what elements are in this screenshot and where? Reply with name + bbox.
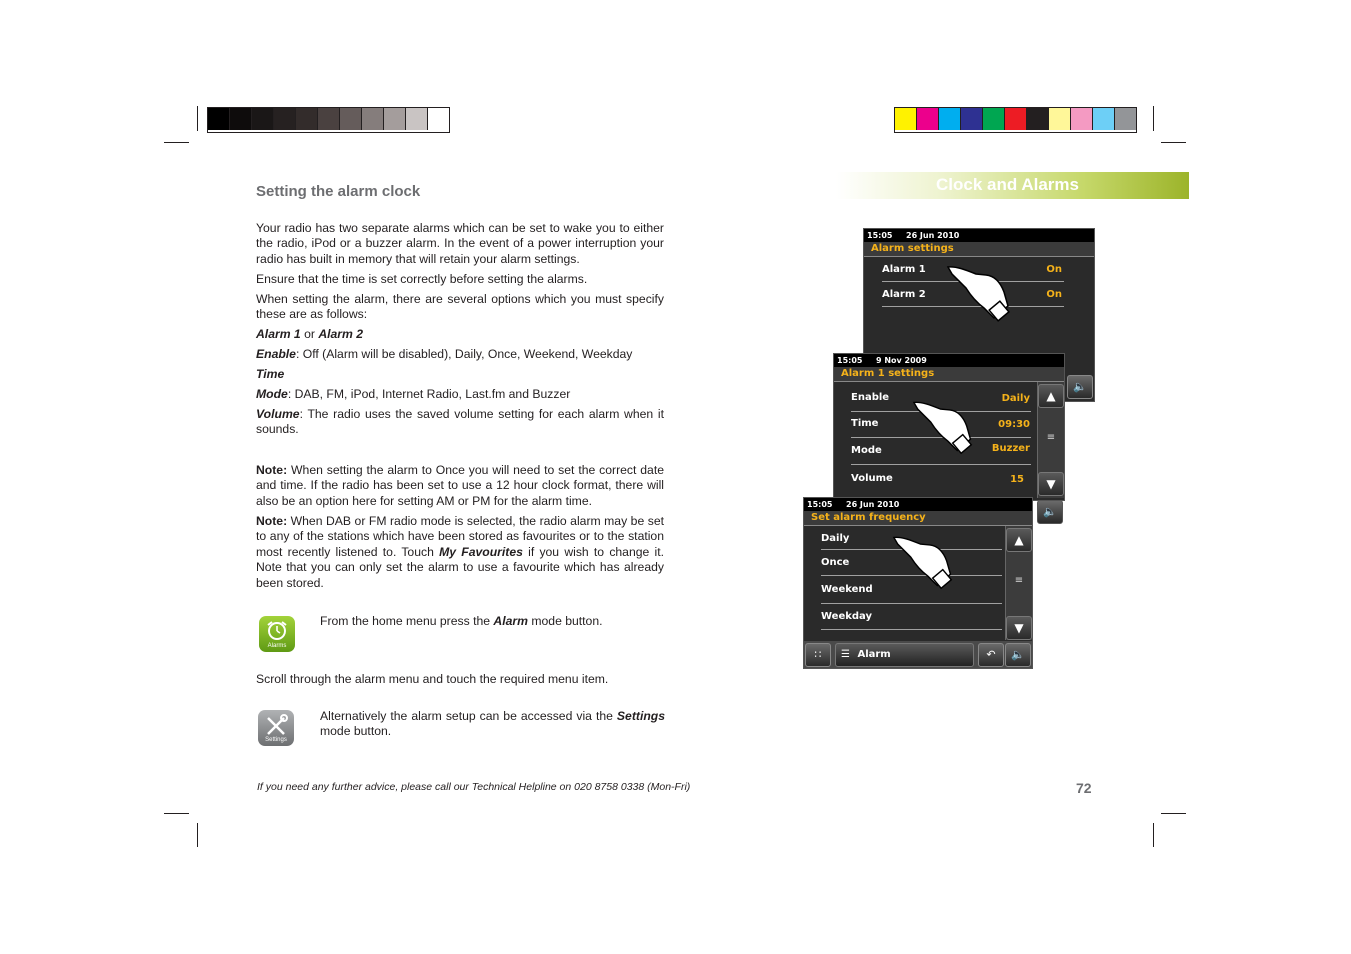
scroll-grip-icon[interactable]: ≡	[1046, 432, 1056, 443]
color-swatch	[961, 108, 983, 130]
pointing-hand-icon	[912, 397, 978, 455]
enable-label: Enable	[256, 347, 296, 361]
alarms-mode-button[interactable]	[259, 616, 295, 652]
option-alarm	[256, 327, 664, 342]
menu-item-mode[interactable]: Mode	[851, 445, 882, 456]
status-bar	[834, 354, 1064, 367]
clock-date: 9 Nov 2009	[876, 356, 927, 365]
scroll-down-button[interactable]	[1038, 472, 1064, 496]
color-swatch	[1049, 108, 1071, 130]
enable-value: Daily	[1001, 393, 1030, 404]
status-bar	[864, 229, 1094, 242]
volume-label: Volume	[256, 407, 300, 421]
color-swatch	[917, 108, 939, 130]
color-swatch	[1093, 108, 1115, 130]
option-once[interactable]: Once	[821, 557, 850, 568]
down-arrow-icon: ▼	[1046, 477, 1056, 491]
crop-mark	[1153, 106, 1154, 131]
crop-mark	[164, 813, 189, 814]
paragraph: Ensure that the time is set correctly before setting the alarms.	[256, 272, 588, 286]
screen-set-alarm-frequency	[803, 497, 1033, 669]
option-weekend[interactable]: Weekend	[821, 584, 873, 595]
back-arrow-icon: ↶	[986, 648, 996, 661]
divider	[851, 464, 1031, 465]
grey-swatch	[252, 108, 274, 130]
divider	[821, 603, 1002, 604]
time-label: Time	[256, 367, 285, 381]
alarms-caption: Alarms	[267, 643, 287, 649]
up-arrow-icon: ▲	[1046, 389, 1056, 403]
crop-mark	[1153, 823, 1154, 847]
color-swatch	[1071, 108, 1093, 130]
color-swatch	[895, 108, 917, 130]
pointing-hand-icon	[892, 532, 958, 590]
pointing-hand-icon	[946, 262, 1016, 322]
back-button[interactable]	[978, 643, 1004, 667]
grey-swatch	[406, 108, 428, 130]
grey-swatch	[362, 108, 384, 130]
clock-date: 26 Jun 2010	[846, 500, 900, 509]
header-title: Clock and Alarms	[936, 175, 1079, 194]
grey-swatch	[384, 108, 406, 130]
section-title: Setting the alarm clock	[256, 183, 421, 200]
alarm-1-value: On	[1046, 264, 1062, 275]
screen-alarm-1-settings	[833, 353, 1065, 501]
clock-time: 15:05	[837, 356, 863, 365]
option-time	[256, 367, 664, 382]
volume-text: : The radio uses the saved volume setting for each alarm when it sounds.	[256, 407, 664, 437]
step1-text: From the home menu press the	[320, 614, 494, 628]
speaker-icon: 🔈	[1043, 506, 1057, 518]
crop-mark	[1161, 142, 1186, 143]
home-button[interactable]	[805, 643, 831, 667]
divider	[821, 629, 1002, 630]
paragraph: When setting the alarm, there are several options which you must specify these are as follows:	[256, 292, 664, 322]
grey-swatch	[208, 108, 230, 130]
my-favourites-label: My Favourites	[439, 544, 523, 559]
color-swatch	[1115, 108, 1136, 130]
menu-label-button[interactable]	[835, 643, 974, 667]
grey-swatch	[274, 108, 296, 130]
or-text: or	[300, 327, 319, 341]
option-daily[interactable]: Daily	[821, 533, 850, 544]
mode-value: Buzzer	[991, 443, 1030, 454]
crop-mark	[164, 142, 189, 143]
grey-swatch	[340, 108, 362, 130]
menu-item-enable[interactable]: Enable	[851, 392, 890, 403]
crop-mark	[1161, 813, 1186, 814]
note2-text: if you wish to change it. Note that you can only set the alarm to use a favourite which has already been stored.	[256, 544, 665, 590]
note-favourites	[256, 514, 664, 591]
screen-title: Set alarm frequency	[804, 511, 1032, 526]
volume-button[interactable]	[1037, 500, 1063, 524]
enable-text: : Off (Alarm will be disabled), Daily, Once, Weekend, Weekday	[295, 347, 633, 361]
clock-time: 15:05	[807, 500, 833, 509]
grey-swatch	[318, 108, 340, 130]
footer-note: If you need any further advice, please call our Technical Helpline on 020 8758 0338 (Mon-Fri)	[257, 781, 691, 793]
note-label: Note:	[256, 514, 288, 528]
volume-value: 15	[1010, 474, 1024, 485]
note2-text: When DAB or FM radio mode is selected, the radio alarm may be set to any of the stations which have been stored as favourites or to the station most recently listened to. Touch	[256, 514, 664, 559]
alarm2-label: Alarm 2	[318, 327, 364, 341]
speaker-icon: 🔈	[1073, 380, 1087, 393]
step3-text: Alternatively the alarm setup can be accessed via the	[320, 709, 617, 723]
menu-icon: ☰	[841, 649, 850, 660]
down-arrow-icon: ▼	[1014, 621, 1024, 635]
menu-label: Alarm	[857, 649, 891, 660]
speaker-icon: 🔈	[1011, 648, 1025, 661]
grid-icon: ∷	[814, 648, 822, 661]
menu-item-alarm-2[interactable]: Alarm 2	[882, 289, 926, 300]
screen-title: Alarm 1 settings	[834, 367, 1064, 382]
step-scroll: Scroll through the alarm menu and touch the required menu item.	[256, 672, 609, 686]
note-label: Note:	[256, 463, 288, 477]
scroll-grip-icon[interactable]: ≡	[1014, 575, 1024, 586]
status-bar	[804, 498, 1032, 511]
settings-word: Settings	[616, 709, 665, 723]
option-volume	[256, 407, 664, 438]
settings-caption: Settings	[265, 737, 287, 743]
color-calibration-bar	[894, 107, 1137, 133]
scroll-down-button[interactable]	[1006, 616, 1032, 640]
menu-item-alarm-1[interactable]: Alarm 1	[882, 264, 926, 275]
grey-swatch	[230, 108, 252, 130]
menu-item-volume[interactable]: Volume	[851, 473, 893, 484]
color-swatch	[1027, 108, 1049, 130]
step1-text: mode button.	[527, 614, 603, 628]
scrollbar[interactable]	[1037, 382, 1064, 498]
volume-button[interactable]	[1005, 643, 1031, 667]
color-swatch	[1005, 108, 1027, 130]
color-swatch	[939, 108, 961, 130]
menu-item-time[interactable]: Time	[851, 418, 879, 429]
grey-swatch	[296, 108, 318, 130]
scrollbar[interactable]	[1005, 526, 1032, 640]
alarm1-label: Alarm 1	[256, 327, 301, 341]
scroll-up-button[interactable]	[1006, 528, 1032, 552]
note1-text: When setting the alarm to Once you will need to set the correct date and time. If the radio has been set to use a 12 hour clock format, there will also be an option here for setting AM or PM for the alarm time.	[256, 463, 664, 508]
clock-time: 15:05	[867, 231, 893, 240]
step-alarm	[320, 614, 665, 629]
up-arrow-icon: ▲	[1014, 533, 1024, 547]
paragraph: Your radio has two separate alarms which can be set to wake you to either the radio, iPod or a buzzer alarm. In the event of a power interruption your radio has built in memory that will retain your alarm settings.	[256, 221, 664, 266]
grey-swatch	[428, 108, 449, 130]
alarm-word: Alarm	[493, 614, 528, 628]
option-enable	[256, 347, 664, 362]
mode-label: Mode	[256, 387, 288, 401]
step-settings	[320, 709, 665, 740]
option-mode	[256, 387, 664, 402]
bottom-bar	[804, 641, 1032, 668]
screen-title: Alarm settings	[864, 242, 1094, 257]
color-swatch	[983, 108, 1005, 130]
note-once	[256, 463, 664, 509]
time-value: 09:30	[998, 419, 1030, 430]
page-number: 72	[1076, 780, 1092, 796]
alarm-2-value: On	[1046, 289, 1062, 300]
crop-mark	[197, 823, 198, 847]
scroll-up-button[interactable]	[1038, 384, 1064, 408]
crop-mark	[197, 106, 198, 131]
volume-button[interactable]	[1067, 375, 1093, 399]
mode-text: : DAB, FM, iPod, Internet Radio, Last.fm and Buzzer	[287, 387, 571, 401]
clock-date: 26 Jun 2010	[906, 231, 960, 240]
settings-mode-button[interactable]	[258, 710, 294, 746]
step3-text: mode button.	[320, 724, 392, 739]
option-weekday[interactable]: Weekday	[821, 611, 873, 622]
grey-calibration-bar	[207, 107, 450, 133]
